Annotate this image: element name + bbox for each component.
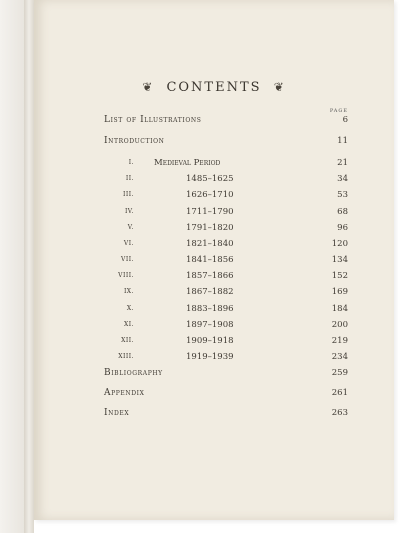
chapter-page: 169 bbox=[331, 287, 348, 297]
book-page bbox=[34, 0, 394, 520]
entry-title: List of Illustrations bbox=[104, 115, 202, 125]
chapter-number: XII. bbox=[121, 337, 134, 344]
toc-chapter bbox=[104, 318, 348, 332]
entry-title: Index bbox=[104, 408, 130, 418]
fleuron-right-icon: ❦ bbox=[273, 80, 286, 94]
chapter-title: 1883–1896 bbox=[186, 304, 234, 314]
entry-title: Appendix bbox=[104, 388, 145, 398]
toc-entry bbox=[104, 134, 348, 148]
chapter-number: VIII. bbox=[118, 272, 134, 279]
toc-chapter bbox=[104, 188, 348, 202]
chapter-number: X. bbox=[126, 305, 134, 312]
chapter-title: 1485–1625 bbox=[186, 174, 234, 184]
toc-chapter bbox=[104, 156, 348, 170]
toc-chapter bbox=[104, 253, 348, 267]
toc-chapter bbox=[104, 269, 348, 283]
contents-heading bbox=[34, 80, 394, 95]
chapter-title: 1711–1790 bbox=[186, 207, 234, 217]
chapter-title: 1897–1908 bbox=[186, 320, 234, 330]
entry-page: 11 bbox=[337, 136, 348, 146]
toc-chapter bbox=[104, 172, 348, 186]
chapter-page: 219 bbox=[331, 336, 348, 346]
chapter-page: 53 bbox=[337, 190, 348, 200]
entry-page: 263 bbox=[331, 408, 348, 418]
toc-chapter bbox=[104, 285, 348, 299]
toc-chapter bbox=[104, 334, 348, 348]
book-cover-edge bbox=[24, 0, 34, 533]
entry-page: 259 bbox=[331, 368, 348, 378]
chapter-number: XI. bbox=[123, 321, 134, 328]
chapter-page: 134 bbox=[331, 255, 348, 265]
chapter-page: 200 bbox=[331, 320, 348, 330]
chapter-number: XIII. bbox=[118, 353, 134, 360]
entry-title: Bibliography bbox=[104, 368, 163, 378]
chapter-page: 184 bbox=[331, 304, 348, 314]
toc-chapter bbox=[104, 302, 348, 316]
chapter-title: 1857–1866 bbox=[186, 271, 234, 281]
chapter-title: 1867–1882 bbox=[186, 287, 234, 297]
chapter-number: VII. bbox=[121, 256, 134, 263]
entry-page: 261 bbox=[331, 388, 348, 398]
chapter-page: 96 bbox=[337, 223, 348, 233]
chapter-number: VI. bbox=[123, 240, 134, 247]
chapter-number: I. bbox=[128, 159, 134, 166]
chapter-title: 1909–1918 bbox=[186, 336, 234, 346]
chapter-number: IX. bbox=[123, 288, 134, 295]
chapter-title: 1841–1856 bbox=[186, 255, 234, 265]
chapter-title: 1919–1939 bbox=[186, 352, 234, 362]
chapter-number: V. bbox=[127, 224, 134, 231]
contents-title: CONTENTS bbox=[166, 80, 262, 95]
chapter-number: IV. bbox=[124, 208, 134, 215]
chapter-number: II. bbox=[125, 175, 134, 182]
toc-chapter bbox=[104, 350, 348, 364]
page-column-heading: PAGE bbox=[329, 108, 348, 114]
chapter-title: Medieval Period bbox=[154, 158, 221, 168]
toc-chapter bbox=[104, 221, 348, 235]
entry-title: Introduction bbox=[104, 136, 165, 146]
chapter-number: III. bbox=[122, 191, 134, 198]
toc-entry bbox=[104, 366, 348, 380]
fleuron-left-icon: ❦ bbox=[142, 80, 155, 94]
chapter-page: 120 bbox=[331, 239, 348, 249]
toc-entry bbox=[104, 113, 348, 127]
chapter-page: 234 bbox=[331, 352, 348, 362]
toc-entry bbox=[104, 406, 348, 420]
toc-entry bbox=[104, 386, 348, 400]
chapter-page: 152 bbox=[331, 271, 348, 281]
chapter-title: 1791–1820 bbox=[186, 223, 234, 233]
toc-chapter bbox=[104, 237, 348, 251]
chapter-page: 68 bbox=[337, 207, 348, 217]
chapter-page: 34 bbox=[337, 174, 348, 184]
toc-chapter bbox=[104, 205, 348, 219]
chapter-page: 21 bbox=[337, 158, 348, 168]
chapter-title: 1626–1710 bbox=[186, 190, 234, 200]
chapter-title: 1821–1840 bbox=[186, 239, 234, 249]
entry-page: 6 bbox=[342, 115, 348, 125]
